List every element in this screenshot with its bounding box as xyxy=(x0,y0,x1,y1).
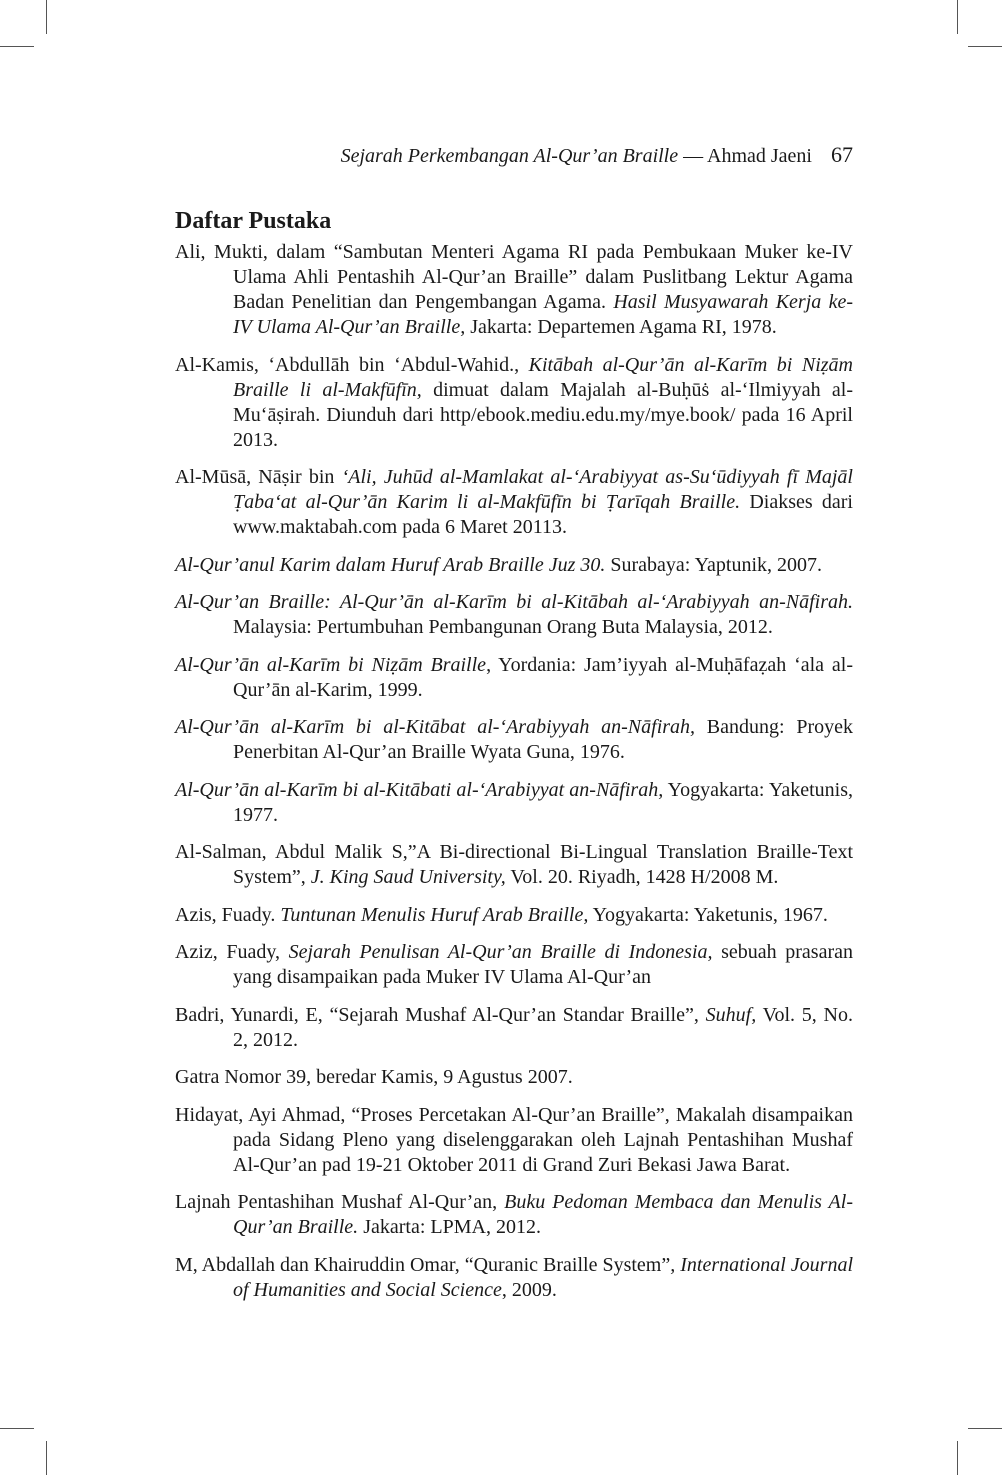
reference-text: Gatra Nomor 39, beredar Kamis, 9 Agustus 2007. xyxy=(175,1066,573,1088)
running-author: — Ahmad Jaeni xyxy=(683,145,812,167)
reference-title-text: Al-Qur’anul Karim dalam Huruf Arab Braille Juz 30. xyxy=(175,553,606,576)
reference-title-text: , International Journal of Humanities and Social Science xyxy=(233,1253,854,1301)
reference-title-text: Al-Qur’ān al-Karīm bi Niẓām Braille xyxy=(175,653,487,676)
crop-mark xyxy=(968,1428,1002,1429)
reference-entry xyxy=(175,715,853,765)
reference-text: M, Abdallah dan Khairuddin Omar, “Quranic Braille System” xyxy=(175,1253,671,1276)
reference-text: Hidayat, Ayi Ahmad, “Proses Percetakan Al-Qur’an Braille”, Makalah disampaikan pada Sidang Pleno yang diselenggarakan oleh Lajnah Pentashihan Mushaf Al-Qur’an pad 19-21 Oktober 2011 di Grand Zuri Bekasi Jawa Barat. xyxy=(175,1103,853,1176)
reference-entry xyxy=(175,590,853,640)
reference-text: Al-Salman, Abdul Malik S,”A Bi-directional Bi-Lingual Translation Braille-Text System”, xyxy=(175,841,853,888)
reference-entry xyxy=(175,1190,853,1240)
reference-text: Al-Kamis, ‘Abdullāh bin ‘Abdul-Wahid., xyxy=(175,353,529,376)
reference-entry xyxy=(175,1065,853,1090)
reference-text: Malaysia: Pertumbuhan Pembangunan Orang Buta Malaysia, 2012. xyxy=(233,616,773,638)
reference-text: Surabaya: Yaptunik, 2007. xyxy=(605,553,823,576)
reference-title-text: Kitābah al-Qur’ān al-Karīm bi Niẓām Braille li al-Makfūfīn, xyxy=(233,353,853,401)
crop-mark xyxy=(46,0,47,34)
reference-entry xyxy=(175,553,853,578)
reference-text: Vol. 20. Riyadh, 1428 H/2008 M. xyxy=(505,866,779,888)
reference-title-text: J. King Saud University, xyxy=(310,866,506,888)
reference-title-text: ‘Ali, Juhūd al-Mamlakat al-‘Arabiyyat as-Su‘ūdiyyah fī Majāl Ṭaba‘at al-Qur’ān Karim li al-Makfūfīn bi Ṭarīqah Braille. xyxy=(233,466,853,513)
reference-title-text: Hasil Musyawarah Kerja ke-IV Ulama Al-Qur’an Braille, xyxy=(233,291,853,338)
reference-entry xyxy=(175,840,853,890)
crop-mark xyxy=(957,0,958,34)
reference-text: Badri, Yunardi, E, “Sejarah Mushaf Al-Qur’an Standar Braille”, xyxy=(175,1003,706,1026)
reference-text: Diakses dari www.maktabah.com pada 6 Maret 20113. xyxy=(233,491,853,538)
reference-entry xyxy=(175,353,853,453)
reference-title-text: Buku Pedoman Membaca dan Menulis Al-Qur’an Braille. xyxy=(233,1191,853,1238)
crop-mark xyxy=(968,46,1002,47)
running-title: Sejarah Perkembangan Al-Qur’an Braille xyxy=(340,145,679,167)
reference-text: Yogyakarta: Yaketunis, 1977. xyxy=(233,778,854,826)
reference-text: Lajnah Pentashihan Mushaf Al-Qur’an, xyxy=(175,1191,505,1213)
reference-entry xyxy=(175,240,853,340)
crop-mark xyxy=(0,46,34,47)
reference-text: Azis, Fuady. xyxy=(175,903,281,926)
reference-text: Al-Mūsā, Nāṣir bin xyxy=(175,466,342,488)
reference-title-text: Suhuf, xyxy=(705,1003,757,1026)
reference-text: , Yordania: Jam’iyyah al-Muḥāfaẓah ‘ala al-Qur’ān al-Karim, 1999. xyxy=(233,653,853,701)
reference-text: Vol. 5, No. 2, 2012. xyxy=(233,1003,853,1051)
reference-entry xyxy=(175,1003,853,1053)
reference-entry xyxy=(175,465,853,540)
reference-text: sebuah prasaran yang disampaikan pada Muker IV Ulama Al-Qur’an xyxy=(233,941,853,988)
reference-text: Jakarta: LPMA, 2012. xyxy=(358,1216,541,1238)
reference-title-text: Sejarah Penulisan Al-Qur’an Braille di Indonesia, xyxy=(288,941,713,963)
reference-entry xyxy=(175,653,853,703)
reference-title-text: Tuntunan Menulis Huruf Arab Braille, xyxy=(280,903,589,926)
reference-entry xyxy=(175,940,853,990)
reference-title-text: Al-Qur’ān al-Karīm bi al-Kitābat al-‘Arabiyyah an-Nāfirah, xyxy=(175,716,696,738)
running-head xyxy=(175,141,853,170)
reference-title-text: Al-Qur’ān al-Karīm bi al-Kitābati al-‘Arabiyyat an-Nāfirah, xyxy=(175,778,664,801)
reference-text: Jakarta: Departemen Agama RI, 1978. xyxy=(465,316,777,338)
reference-entry xyxy=(175,903,853,928)
crop-mark xyxy=(46,1441,47,1475)
reference-text: dimuat dalam Majalah al-Buḥūṡ al-‘Ilmiyyah al-Mu‘āṣirah. Diunduh dari http/ebook.mediu.edu.my/mye.book/ pada 16 April 2013. xyxy=(233,378,853,451)
page-number: 67 xyxy=(831,142,853,167)
section-title: Daftar Pustaka xyxy=(175,208,332,234)
reference-text: Bandung: Proyek Penerbitan Al-Qur’an Braille Wyata Guna, 1976. xyxy=(233,716,853,763)
reference-title-text: Al-Qur’an Braille: Al-Qur’ān al-Karīm bi al-Kitābah al-‘Arabiyyah an-Nāfirah. xyxy=(175,591,853,613)
crop-mark xyxy=(0,1428,34,1429)
reference-text: Yogyakarta: Yaketunis, 1967. xyxy=(588,903,828,926)
reference-list xyxy=(175,240,853,1315)
reference-text: Ali, Mukti, dalam “Sambutan Menteri Agama RI pada Pembukaan Muker ke-IV Ulama Ahli Pentashih Al-Qur’an Braille” dalam Puslitbang Lektur Agama Badan Penelitian dan Pengembangan Agama. xyxy=(175,241,853,313)
crop-mark xyxy=(957,1441,958,1475)
reference-entry xyxy=(175,1103,853,1178)
reference-entry xyxy=(175,778,853,828)
reference-text: Aziz, Fuady, xyxy=(175,941,289,963)
reference-text: , 2009. xyxy=(501,1278,557,1301)
reference-entry xyxy=(175,1253,853,1303)
